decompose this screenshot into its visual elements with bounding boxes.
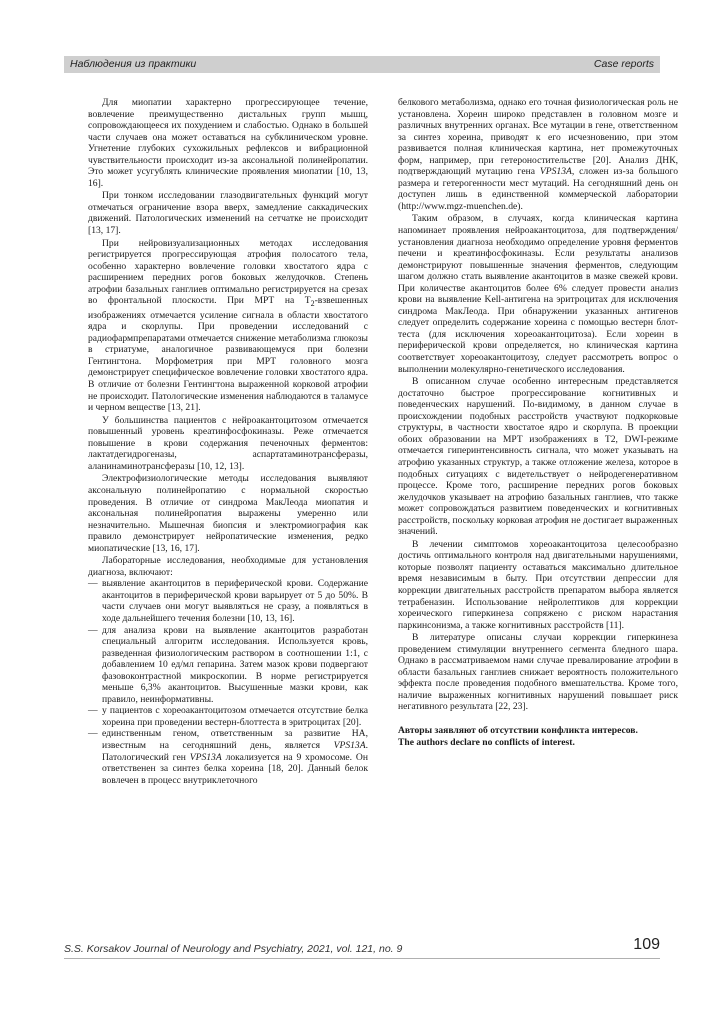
protein-text-b: , сложен из-за большого размера и гетерогенности мест мутаций. На сегодняшний день он доступен лишь в единственной коммерческой лаборатории (http://www.mgz-muenchen.de). xyxy=(398,166,679,212)
t2-subscript: 2 xyxy=(310,299,315,309)
left-column xyxy=(88,97,368,786)
paragraph-case-discussion: В описанном случае особенно интересным представляется достаточно быстрое прогрессирование когнитивных и поведенческих нарушений. По-видимому, в данном случае в происхождении подобных расстройств участвуют подкорковые структуры, в частности хвостатое ядро и скорлупа. В проекции обоих образовании на МРТ изображениях в T2, DWI-режиме отмечается гиперинтенсивность сигнала, что может указывать на атрофию указанных структур, а также отложение железа, которое в подобных ситуациях с видетельствует о нейродегенеративном процессе. Кроме того, расширение передних рогов боковых желудочков указывает на атрофию базальных ганглиев, что также может сопровождаться развитием поведенческих и когнитивных расстройств, поскольку корковая атрофия не достигает выраженных значений. xyxy=(398,376,678,538)
gene-name: VPS13A xyxy=(539,166,572,178)
paragraph-diagnostic-algorithm: Таким образом, в случаях, когда клиническая картина напоминает проявления нейроакантоцитоза, для подтверждения/установления диагноза необходимо определение уровня ферментов печени и креатинфосфокиназы. Если результаты анализов демонстрируют повышенные значения ферментов, следующим шагом должно стать выявление акантоцитов в мазке свежей крови. При количестве акантоцитов более 6% следует провести анализ крови на выявление Kell-антигена на эритроцитах для исключения синдрома МакЛеода. При обнаружении указанных антигенов следует определить содержание хореина с помощью вестерн блот-теста (для исключения хореоакантоцитоза). Если хореин в периферической крови определяется, но клиническая картина соответствует хореоакантоцитозу, следует рассмотреть вопрос о выполнении молекулярно-генетического исследования. xyxy=(398,213,678,375)
conflict-statement-russian: Авторы заявляют об отсутствии конфликта интересов. xyxy=(398,724,638,736)
paragraph-electrophysiology: Электрофизиологические методы исследования выявляют аксональную полинейропатию с нормальной скоростью проведения. В отличие от синдрома МакЛеода миопатия и аксональная полинейропатия выражены умеренно или незначительно. Мышечная биопсия и электромиография как правило демонстрирует нейропатические изменения, редко миопатические [13, 16, 17]. xyxy=(88,473,368,554)
gene-text-a: единственным геном, ответственным за развитие НА, известным на сегодняшний день, является xyxy=(102,728,368,751)
journal-citation: S.S. Korsakov Journal of Neurology and Psychiatry, 2021, vol. 121, no. 9 xyxy=(64,943,403,955)
running-header xyxy=(64,56,660,73)
list-item: — выявление акантоцитов в периферической крови. Содержание акантоцитов в периферической крови варьирует от 5 до 50%. В части случаев они могут выявляться не сразу, а появляться в ходе дальнейшего течения болезни [10, 13, 16]. xyxy=(88,578,368,624)
list-item: — у пациентов с хореоакантоцитозом отмечается отсутствие белка хореина при проведении вестерн-блоттеста в эритроцитах [20]. xyxy=(88,705,368,728)
section-title-english: Case reports xyxy=(593,58,654,70)
lab-tests-list xyxy=(88,578,368,786)
paragraph-neuroimaging xyxy=(88,238,368,414)
section-title: Наблюдения из практики xyxy=(70,58,197,70)
neuroimaging-text-start: При нейровизуализационных методах исследования регистрируется прогрессирующая атрофия полосатого тела, особенно характерно вовлечение головки хвостатого ядра с расширением передних рогов боковых желудочков. Степень атрофии базальных ганглиев оптимально регистрируется на срезах во фронтальной плоскости. При МРТ на T xyxy=(88,237,368,307)
conflict-of-interest xyxy=(398,725,678,749)
footer-divider xyxy=(64,958,660,959)
list-item xyxy=(88,728,368,786)
paragraph-protein-metabolism xyxy=(398,97,678,212)
right-column xyxy=(398,97,678,749)
paragraph-oculomotor: При тонком исследовании глазодвигательных функций могут отмечаться ограничение взора вверх, замедление саккадических движений. Патологических изменений на сетчатке не происходит [13, 17]. xyxy=(88,190,368,237)
paragraph-literature: В литературе описаны случаи коррекции гиперкинеза проведением стимуляции внутреннего сегмента бледного шара. Однако в рассматриваемом нами случае превалирование атрофии в области базальных ганглиев снижает вероятность положительного эффекта после проведения подобного вмешательства. Кроме того, наличие выраженных когнитивных нарушений повышает риск негативного результата [22, 23]. xyxy=(398,632,678,713)
gene-text-c: локализуется на 9 хромосоме. Он ответственен за синтез белка хореина [18, 20]. Данный белок вовлечен в процесс внутриклеточного xyxy=(102,751,368,786)
gene-name: VPS13A xyxy=(189,751,222,763)
neuroimaging-text-end: -взвешенных изображениях отмечается усиление сигнала в области хвостатого ядра и скорлупы. При проведении исследований с радиофармпрепаратами отмечается снижение метаболизма глюкозы в стриатуме, аналогичное развивающемуся при болезни Гентингтона. Морфометрия при МРТ головного мозга демонстрирует специфическое вовлечение головки хвостатого ядра. В отличие от болезни Гентингтона выраженной корковой атрофии не происходит. Патологические изменения наблюдаются в таламусе и черном веществе [13, 21]. xyxy=(88,295,368,414)
paragraph-myopathy: Для миопатии характерно прогрессирующее течение, вовлечение преимущественно дистальных групп мышц, сопровождающееся их похудением и слабостью. Однако в большей части случаев она может оставаться на субклиническом уровне. Угнетение глубоких сухожильных рефлексов и вибрационной чувствительности происходит из-за аксональной полинейропатии. Это может усугублять клинические проявления миопатии [10, 13, 16]. xyxy=(88,97,368,189)
conflict-statement-english: The authors declare no conflicts of interest. xyxy=(398,736,575,748)
protein-text-a: белкового метаболизма, однако его точная физиологическая роль не установлена. Хореин широко представлен в головном мозге и различных внутренних органах. Все мутации в гене, ответственном за синтез хореина, приводят к его исчезновению, при этом развивается полная клиническая картина, нет промежуточных форм, например, при гетероностительстве [20]. Анализ ДНК, подтверждающий мутацию гена xyxy=(398,97,678,178)
gene-text-b: . Патологический ген xyxy=(102,739,368,763)
list-item: — для анализа крови на выявление акантоцитов разработан специальный алгоритм исследования. Используется кровь, разведенная физиологическим раствором в соотношении 1:1, с добавлением 10 ед/мл гепарина. Затем мазок крови подвергают фазовоконтрастной микроскопии. В норме регистрируется меньше 6,3% акантоцитов. Высушенные мазки крови, как правило, неинформативны. xyxy=(88,625,368,706)
gene-name: VPS13A xyxy=(333,739,366,751)
paragraph-lab-tests: Лабораторные исследования, необходимые для установления диагноза, включают: xyxy=(88,555,368,578)
paragraph-treatment: В лечении симптомов хореоакантоцитоза целесообразно достичь оптимального контроля над двигательными нарушениями, которые позволят пациенту оставаться максимально длительное время независимым в быту. При отсутствии депрессии для коррекции двигательных расстройств препаратом выбора является тетрабеназин. Использование нейролептиков для коррекции хореического гиперкинеза сопряжено с риском нарастания паркинсонизма, а также когнитивных расстройств [11]. xyxy=(398,538,678,631)
page-number: 109 xyxy=(633,936,660,953)
paragraph-cpk: У большинства пациентов с нейроакантоцитозом отмечается повышенный уровень креатинфосфокиназы. Реже отмечается повышение в крови содержания печеночных ферментов: лактатдегидрогеназы, аспартатаминотрансферазы, аланинаминотрансферазы [10, 12, 13]. xyxy=(88,414,368,472)
